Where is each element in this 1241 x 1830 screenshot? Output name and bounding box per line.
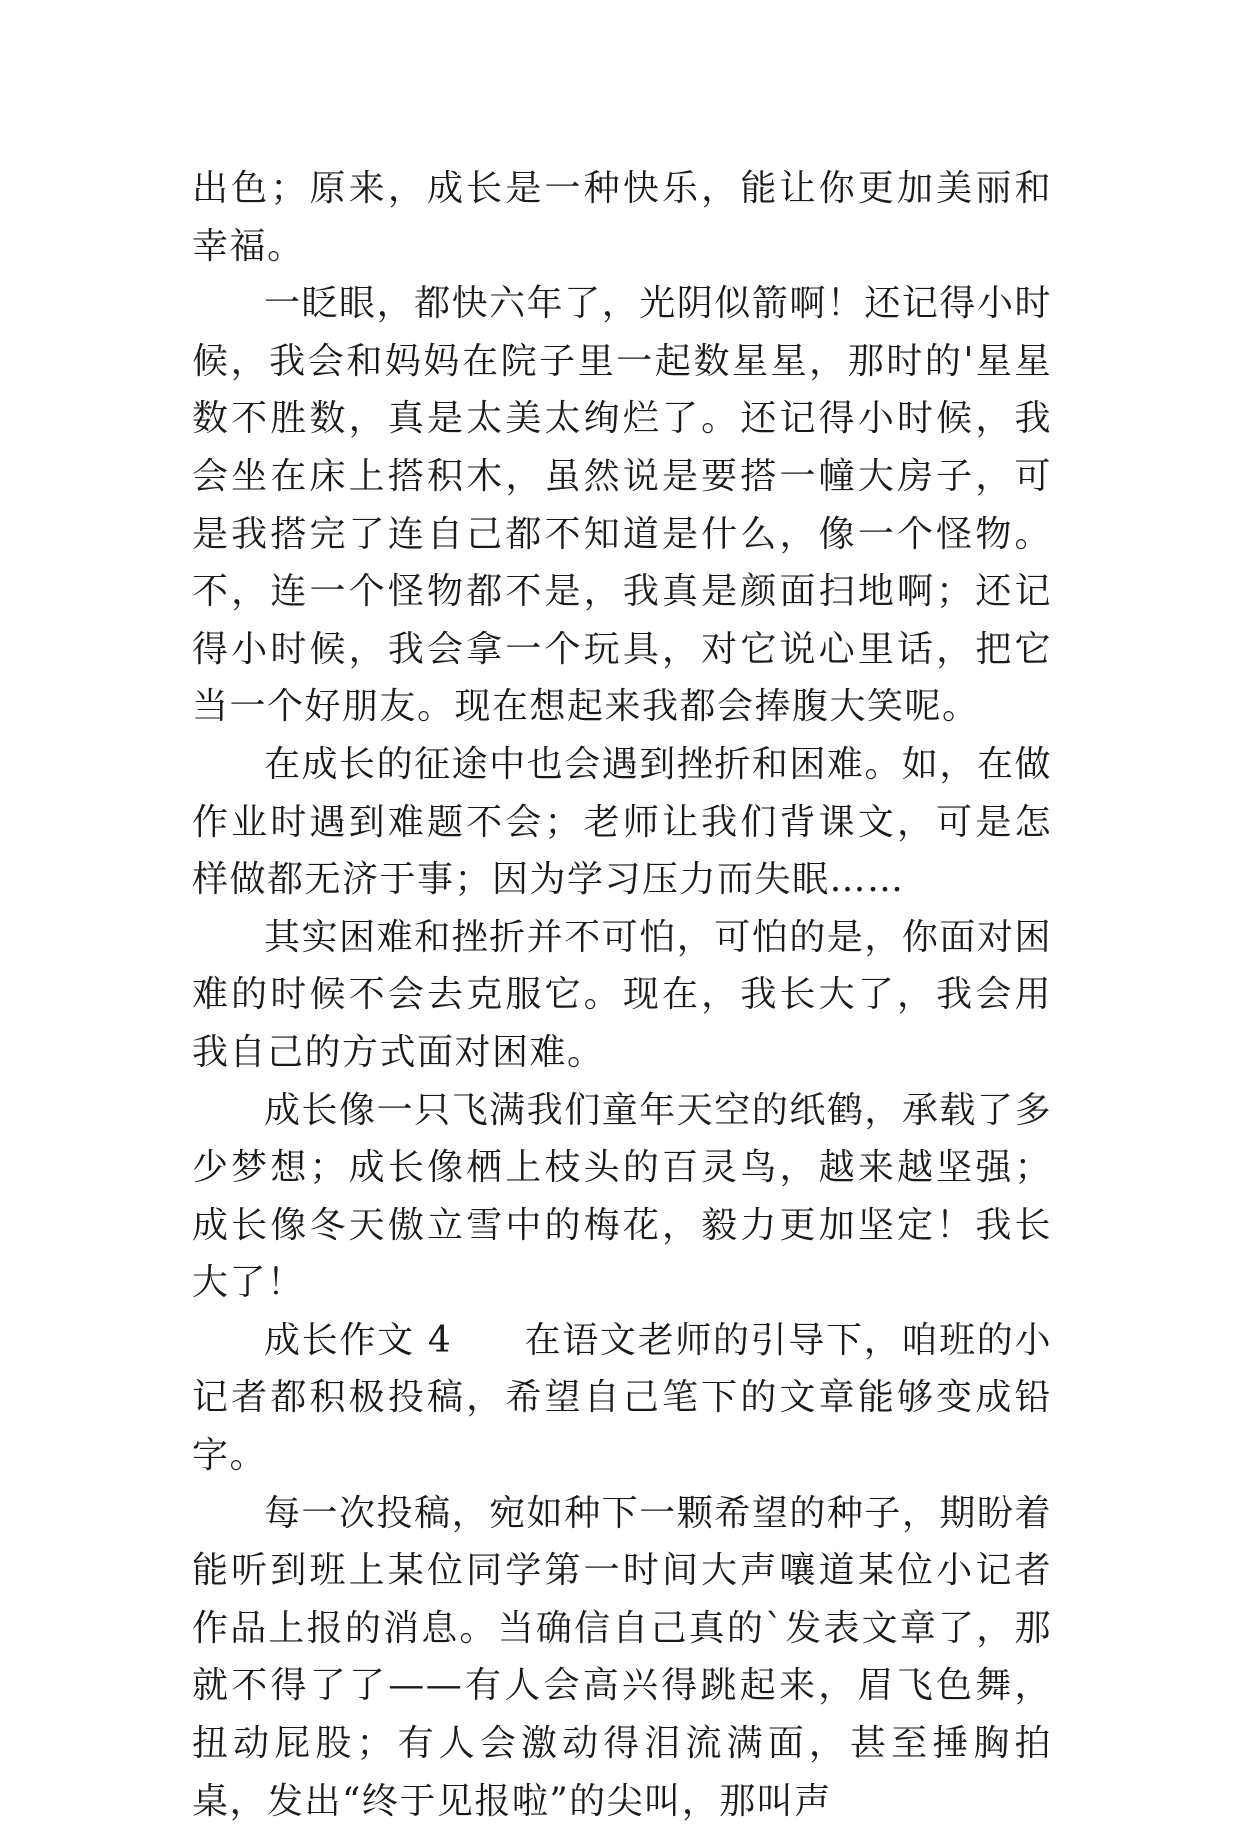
paragraph-continued: 出色；原来，成长是一种快乐，能让你更加美丽和幸福。 [192, 168, 1052, 267]
essay4-heading: 成长作文 4 [264, 1319, 453, 1361]
paragraph-growth-metaphors: 成长像一只飞满我们童年天空的纸鹤，承载了多少梦想；成长像栖上枝头的百灵鸟，越来越坚强；成长像冬天傲立雪中的梅花，毅力更加坚定！我长大了！ [192, 1089, 1052, 1304]
paragraph-submission: 每一次投稿，宛如种下一颗希望的种子，期盼着能听到班上某位同学第一时间大声嚷道某位小记者作品上报的消息。当确信自己真的`发表文章了，那就不得了了——有人会高兴得跳起来，眉飞色舞，扭动屁股；有人会激动得泪流满面，甚至捶胸拍桌，发出“终于见报啦”的尖叫，那叫声 [192, 1492, 1052, 1822]
paragraph-essay4-intro [192, 1312, 1052, 1485]
paragraph-difficulties: 在成长的征途中也会遇到挫折和困难。如，在做作业时遇到难题不会；老师让我们背课文，可是怎样做都无济于事；因为学习压力而失眠…… [192, 743, 1052, 901]
essay4-opening-text: 在语文老师的引导下，咱班的小记者都积极投稿，希望自己笔下的文章能够变成铅字。 [192, 1319, 1052, 1477]
paragraph-childhood-memories: 一眨眼，都快六年了，光阴似箭啊！还记得小时候，我会和妈妈在院子里一起数星星，那时的'星星数不胜数，真是太美太绚烂了。还记得小时候，我会坐在床上搭积木，虽然说是要搭一幢大房子，可是我搭完了连自己都不知道是什么，像一个怪物。不，连一个怪物都不是，我真是颜面扫地啊；还记得小时候，我会拿一个玩具，对它说心里话，把它当一个好朋友。现在想起来我都会捧腹大笑呢。 [192, 283, 1052, 728]
essay-body [192, 160, 1052, 1830]
paragraph-overcoming: 其实困难和挫折并不可怕，可怕的是，你面对困难的时候不会去克服它。现在，我长大了，我会用我自己的方式面对困难。 [192, 916, 1052, 1073]
